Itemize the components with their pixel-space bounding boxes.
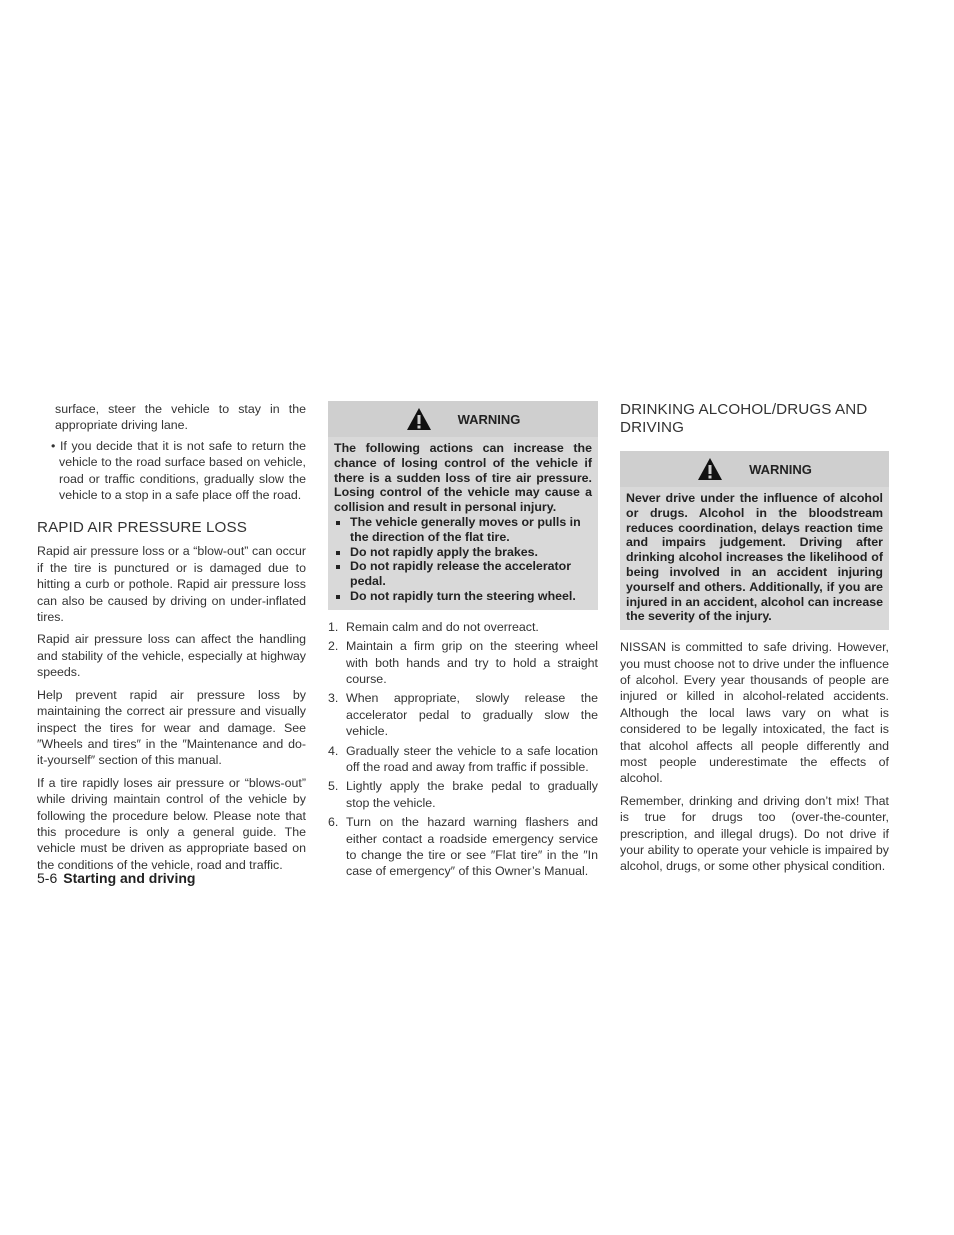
warning-bullet: The vehicle generally moves or pulls in the direction of the flat tire.	[334, 515, 592, 545]
warning-text: The following actions can increase the chance of losing control of the vehicle if there is a sudden loss of tire air pressure. Losing control of the vehicle may cause a collision and result in personal injury.	[334, 441, 592, 515]
bullet-paragraph: • If you decide that it is not safe to return the vehicle to the road surface based on vehicle, road or traffic conditions, gradually slow the vehicle to a stop in a safe place off the road.	[51, 438, 306, 503]
warning-body	[620, 487, 889, 630]
warning-label: WARNING	[749, 461, 812, 477]
warning-label: WARNING	[457, 411, 521, 427]
left-column	[37, 401, 306, 873]
paragraph: Remember, drinking and driving don’t mix! That is true for drugs too (over-the-counter, prescription, and illegal drugs). Do not drive if your ability to operate your vehicle is impaired by alcohol, drugs, or some other physical condition.	[620, 793, 889, 874]
step-item	[328, 814, 598, 880]
section-heading-rapid-air-pressure-loss: RAPID AIR PRESSURE LOSS	[37, 519, 247, 537]
warning-bullet-list	[334, 515, 592, 604]
procedure-steps	[328, 619, 598, 880]
paragraph: Help prevent rapid air pressure loss by maintaining the correct air pressure and visually inspect the tires for wear and damage. See ″Wheels and tires″ in the ″Maintenance and do-it-yourself″ section of this manual.	[37, 687, 306, 768]
paragraph: NISSAN is committed to safe driving. However, you must choose not to drive under the influence of alcohol. Every year thousands of people are injured or killed in alcohol-related accidents. Although the local laws vary on what is considered to be legally intoxicated, the fact is that alcohol affects all people differently and most people underestimate the effects of alcohol.	[620, 640, 889, 786]
warning-icon	[406, 407, 432, 431]
step-text: Remain calm and do not overreact.	[346, 619, 539, 634]
paragraph: If a tire rapidly loses air pressure or “blows-out” while driving maintain control of the vehicle by following the procedure below. Please note that this procedure is only a general guide. The vehicle must be driven as appropriate based on the conditions of the vehicle, road and traffic.	[37, 775, 306, 872]
warning-box	[620, 451, 889, 630]
step-number: 4.	[328, 743, 339, 758]
warning-header	[328, 401, 598, 437]
warning-text: Never drive under the influence of alcohol or drugs. Alcohol in the bloodstream reduces coordination, delays reaction time and impairs judgement. Driving after drinking alcohol increases the likelihood of being involved in an accident injuring yourself and others. Additionally, if you are injured in an accident, alcohol can increase the severity of the injury.	[626, 491, 883, 624]
step-number: 3.	[328, 691, 339, 706]
step-item	[328, 619, 598, 635]
right-column	[620, 401, 889, 875]
section-title: Starting and driving	[63, 870, 196, 886]
warning-bullet: Do not rapidly apply the brakes.	[334, 545, 592, 560]
paragraph: Rapid air pressure loss or a “blow-out” can occur if the tire is punctured or is damaged due to hitting a curb or pothole. Rapid air pressure loss can also be caused by driving on under-inflated tires.	[37, 544, 306, 625]
step-text: Turn on the hazard warning flashers and either contact a roadside emergency service to change the tire or see ″Flat tire″ in the ″In case of emergency″ of this Owner’s Manual.	[346, 815, 598, 879]
page-footer	[37, 870, 195, 886]
warning-bullet: Do not rapidly turn the steering wheel.	[334, 589, 592, 604]
step-number: 2.	[328, 639, 339, 654]
warning-body	[328, 437, 598, 610]
page-number: 5-6	[37, 870, 58, 886]
section-heading-drinking-alcohol: DRINKING ALCOHOL/DRUGS AND DRIVING	[620, 401, 868, 436]
step-text: When appropriate, slowly release the accelerator pedal to gradually slow the vehicle.	[346, 691, 598, 739]
warning-bullet: Do not rapidly release the accelerator pedal.	[334, 559, 592, 589]
step-text: Gradually steer the vehicle to a safe location off the road and away from traffic if possible.	[346, 743, 598, 775]
warning-box	[328, 401, 598, 610]
step-item	[328, 690, 598, 739]
paragraph: Rapid air pressure loss can affect the handling and stability of the vehicle, especially at highway speeds.	[37, 632, 306, 680]
continued-paragraph: surface, steer the vehicle to stay in the appropriate driving lane.	[55, 402, 306, 433]
warning-icon	[697, 457, 723, 481]
step-number: 1.	[328, 619, 339, 634]
warning-header	[620, 451, 889, 487]
bullet-paragraph-text: If you decide that it is not safe to return the vehicle to the road surface based on vehicle, road or traffic conditions, gradually slow the vehicle to a stop in a safe place off the road.	[59, 438, 306, 503]
step-text: Lightly apply the brake pedal to gradually stop the vehicle.	[346, 779, 598, 810]
step-number: 6.	[328, 815, 339, 830]
step-item	[328, 743, 598, 776]
step-item	[328, 638, 598, 687]
step-item	[328, 778, 598, 811]
step-text: Maintain a firm grip on the steering wheel with both hands and try to hold a straight course.	[346, 639, 598, 686]
middle-column	[328, 401, 598, 883]
step-number: 5.	[328, 779, 339, 794]
